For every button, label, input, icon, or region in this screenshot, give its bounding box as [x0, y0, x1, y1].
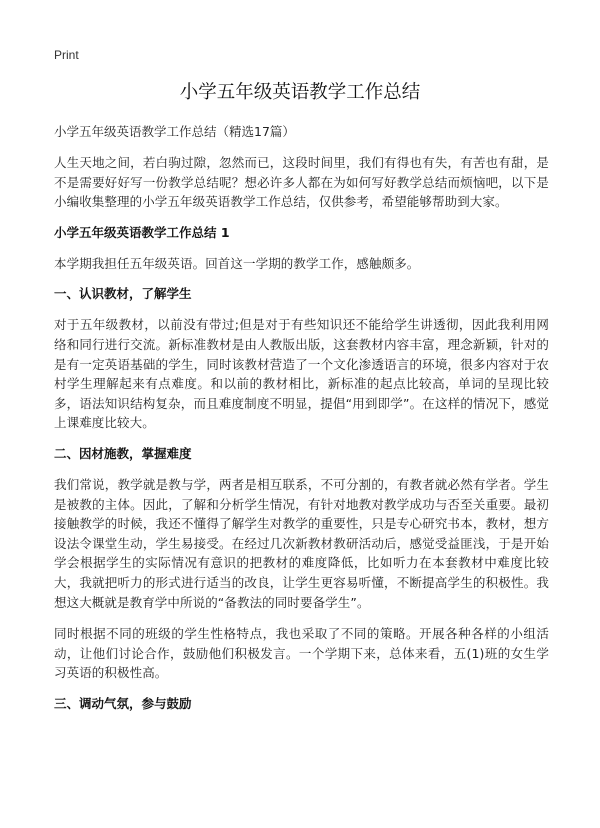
intro-paragraph: 人生天地之间，若白驹过隙，忽然而已，这段时间里，我们有得也有失，有苦也有甜，是不是需要好好写一份教学总结呢？想必许多人都在为如何写好教学总结而烦恼吧，以下是小编收集整理的小学五年级英语教学工作总结，仅供参考，希望能够帮助到大家。	[54, 155, 549, 210]
heading-teach-by-aptitude: 二、因材施教，掌握难度	[54, 445, 192, 461]
print-link[interactable]: Print	[54, 48, 79, 62]
section-title: 小学五年级英语教学工作总结 1	[54, 224, 230, 240]
heading-understand-textbook: 一、认识教材，了解学生	[54, 286, 192, 302]
heading-atmosphere: 三、调动气氛，参与鼓励	[54, 695, 192, 711]
page-title: 小学五年级英语教学工作总结	[179, 82, 421, 103]
paragraph-textbook: 对于五年级教材，以前没有带过;但是对于有些知识还不能给学生讲透彻，因此我利用网络和同行进行交流。新标准教材是由人教版出版，这套教材内容丰富，理念新颖，针对的是有一定英语基础的学生，同时该教材营造了一个文化渗透语言的环境，很多内容对于农村学生理解起来有点难度。和以前的教材相比，新标准的起点比较高，单词的呈现比较多，语法知识结构复杂，而且难度制度不明显，提倡“用到即学”。在这样的情况下，感觉上课难度比较大。	[54, 317, 549, 431]
paragraph-strategies: 同时根据不同的班级的学生性格特点，我也采取了不同的策略。开展各种各样的小组活动，让他们讨论合作，鼓励他们积极发言。一个学期下来，总体来看，五(1)班的女生学习英语的积极性高。	[54, 626, 549, 681]
section-lead-paragraph: 本学期我担任五年级英语。回首这一学期的教学工作，感触颇多。	[54, 255, 420, 271]
document-body	[54, 123, 549, 725]
document-subtitle: 小学五年级英语教学工作总结（精选17篇）	[54, 124, 295, 139]
paragraph-teaching: 我们常说，教学就是教与学，两者是相互联系，不可分割的，有教者就必然有学者。学生是被教的主体。因此，了解和分析学生情况，有针对地教对教学成功与否至关重要。最初接触教学的时候，我还不懂得了解学生对教学的重要性，只是专心研究书本，教材，想方设法令课堂生动，学生易接受。在经过几次新教材教研活动后，感觉受益匪浅，于是开始学会根据学生的实际情况有意识的把教材的难度降低，比如听力在本套教材中难度比较大，我就把听力的形式进行适当的改良，让学生更容易听懂，不断提高学生的积极性。我想这大概就是教育学中所说的“备教法的同时要备学生”。	[54, 476, 549, 610]
